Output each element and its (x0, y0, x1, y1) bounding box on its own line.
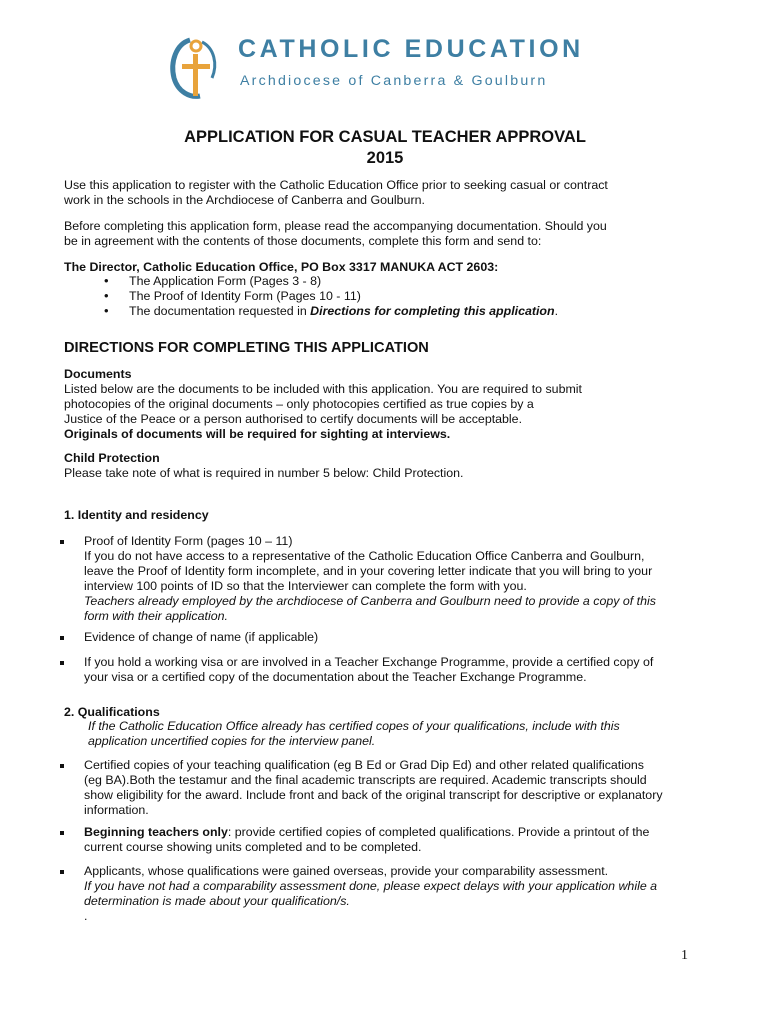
logo-subtitle: Archdiocese of Canberra & Goulburn (240, 73, 548, 89)
child-protection-line: Please take note of what is required in number 5 below: Child Protection. (64, 466, 464, 480)
send-item-emphasis: Directions for completing this application (310, 304, 555, 318)
before-line: Before completing this application form, please read the accompanying documentation. Should you (64, 219, 607, 233)
item-line: interview 100 points of ID so that the Interviewer can complete the form with you. (84, 579, 527, 593)
logo-title: CATHOLIC EDUCATION (238, 35, 584, 63)
item-italic-line: If you have not had a comparability assessment done, please expect delays with your application while a (84, 879, 658, 893)
documents-line: Justice of the Peace or a person authorised to certify documents will be acceptable. (64, 412, 523, 426)
bullet-square-icon (60, 540, 64, 544)
intro-paragraph (64, 178, 704, 208)
documents-section (64, 367, 704, 442)
item-line: your visa or a certified copy of the documentation about the Teacher Exchange Programme. (84, 670, 587, 684)
trailing-dot: . (84, 909, 88, 923)
item-text: : provide certified copies of completed qualifications. Provide a printout of the (227, 825, 650, 839)
bullet-square-icon (60, 636, 64, 640)
section1-item-visa (84, 655, 704, 685)
section2-heading: 2. Qualifications (64, 705, 160, 719)
item-line: show eligibility for the award. Include front and back of the original transcript for descriptive or explanatory (84, 788, 663, 802)
bullet-square-icon (60, 661, 64, 665)
beginning-teachers-label: Beginning teachers only (84, 825, 228, 839)
intro-line: work in the schools in the Archdiocese of Canberra and Goulburn. (64, 193, 425, 207)
section2-item-overseas (84, 864, 704, 924)
documents-line: photocopies of the original documents – only photocopies certified as true copies by a (64, 397, 534, 411)
item-line: If you hold a working visa or are involved in a Teacher Exchange Programme, provide a certified copy of (84, 655, 654, 669)
send-item-period: . (554, 304, 559, 318)
child-protection-heading: Child Protection (64, 451, 160, 465)
bullet-icon: • (104, 273, 109, 288)
send-item-text: The documentation requested in (129, 304, 311, 318)
item-italic-line: Teachers already employed by the archdiocese of Canberra and Goulburn need to provide a copy of this (84, 594, 656, 608)
intro-line: Use this application to register with the Catholic Education Office prior to seeking casual or contract (64, 178, 608, 192)
logo (160, 34, 590, 104)
item-line: leave the Proof of Identity form incomplete, and in your covering letter indicate that you will bring to your (84, 564, 653, 578)
item-line: information. (84, 803, 149, 817)
send-item (129, 304, 558, 319)
before-line: be in agreement with the contents of those documents, complete this form and send to: (64, 234, 542, 248)
section1-item-name-change: Evidence of change of name (if applicable) (84, 630, 319, 644)
section1-item-identity (84, 534, 704, 624)
item-line: (eg BA).Both the testamur and the final academic transcripts are required. Academic transcripts should (84, 773, 647, 787)
item-line: If you do not have access to a representative of the Catholic Education Office Canberra and Goulburn, (84, 549, 645, 563)
item-line: Proof of Identity Form (pages 10 – 11) (84, 534, 293, 548)
directions-heading: DIRECTIONS FOR COMPLETING THIS APPLICATION (64, 340, 429, 356)
section2-note (88, 719, 708, 749)
documents-heading: Documents (64, 367, 132, 381)
note-line: application uncertified copies for the interview panel. (88, 734, 376, 748)
item-line: Certified copies of your teaching qualification (eg B Ed or Grad Dip Ed) and other related qualifications (84, 758, 644, 772)
item-line: Applicants, whose qualifications were gained overseas, provide your comparability assessment. (84, 864, 609, 878)
item-italic-line: determination is made about your qualification/s. (84, 894, 350, 908)
documents-line: Listed below are the documents to be included with this application. You are required to submit (64, 382, 582, 396)
page-number: 1 (681, 948, 688, 963)
item-italic-line: form with their application. (84, 609, 228, 623)
send-item: The Proof of Identity Form (Pages 10 - 11) (129, 289, 361, 303)
section2-item-beginning-teachers (84, 825, 704, 855)
item-line: current course showing units completed and to be completed. (84, 840, 422, 854)
bullet-square-icon (60, 764, 64, 768)
address-line: The Director, Catholic Education Office, PO Box 3317 MANUKA ACT 2603: (64, 260, 499, 274)
section2-item-teaching-qualification (84, 758, 704, 818)
send-item: The Application Form (Pages 3 - 8) (129, 274, 322, 288)
bullet-square-icon (60, 870, 64, 874)
cross-emblem-icon (160, 34, 234, 104)
bullet-square-icon (60, 831, 64, 835)
section1-heading: 1. Identity and residency (64, 508, 209, 522)
documents-originals-note: Originals of documents will be required for sighting at interviews. (64, 427, 451, 441)
page-title: APPLICATION FOR CASUAL TEACHER APPROVAL (184, 128, 586, 146)
child-protection-section (64, 451, 704, 481)
bullet-icon: • (104, 288, 109, 303)
before-paragraph (64, 219, 704, 249)
note-line: If the Catholic Education Office already has certified copes of your qualifications, include with this (88, 719, 620, 733)
page-title-year: 2015 (366, 149, 404, 167)
bullet-icon: • (104, 303, 109, 318)
